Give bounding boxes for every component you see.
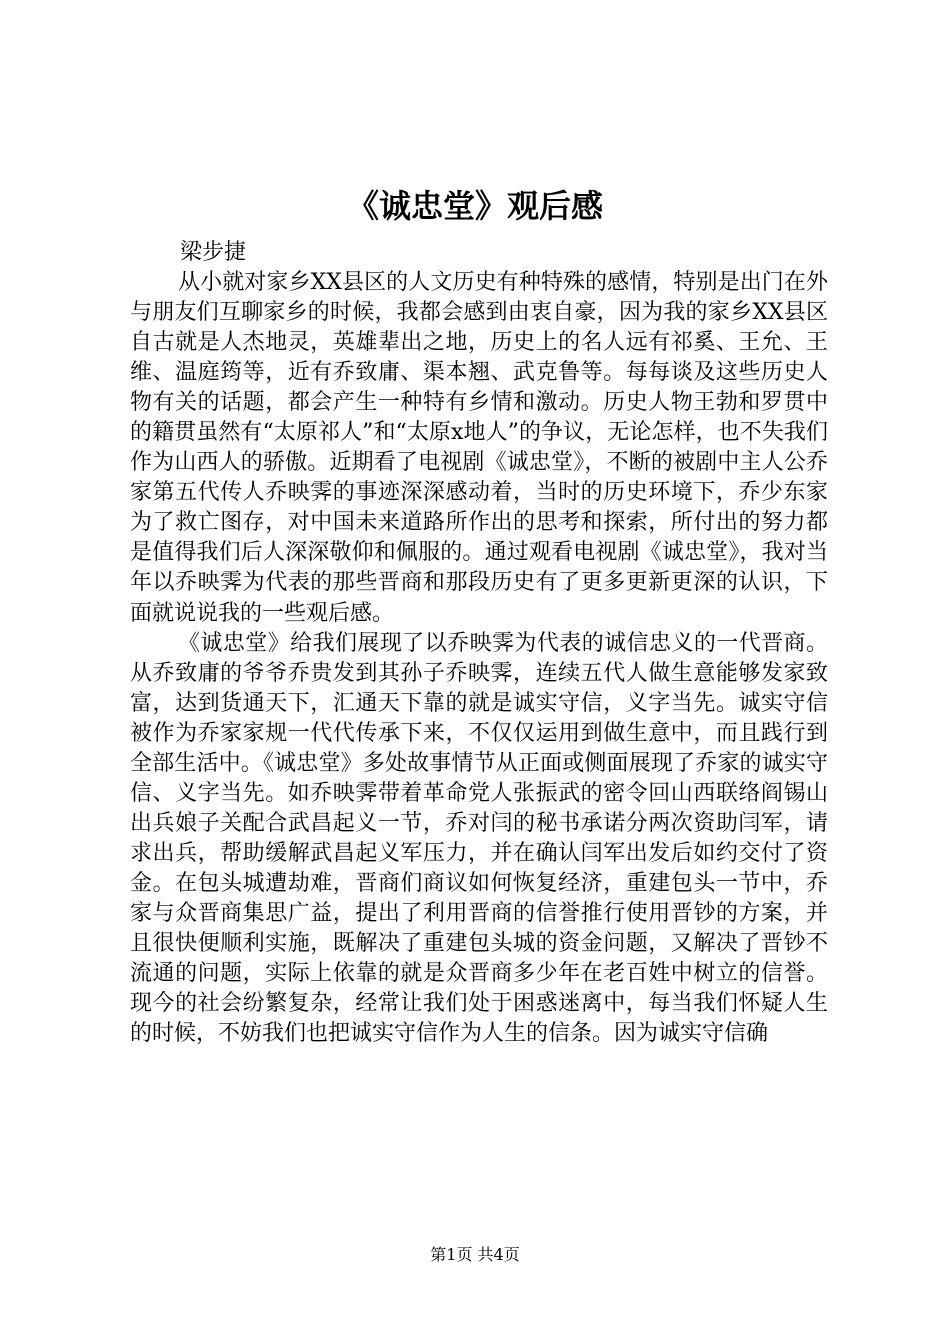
document-body [130, 268, 828, 1049]
page-number: 第1页 共4页 [430, 1245, 520, 1264]
paragraph-2: 《诚忠堂》给我们展现了以乔映霁为代表的诚信忠义的一代晋商。从乔致庸的爷爷乔贵发到其孙子乔映霁，连续五代人做生意能够发家致富，达到货通天下，汇通天下靠的就是诚实守信，义字当先。诚实守信被作为乔家家规一代代传承下来，不仅仅运用到做生意中，而且践行到全部生活中。《诚忠堂》多处故事情节从正面或侧面展现了乔家的诚实守信、义字当先。如乔映霁带着革命党人张振武的密令回山西联络阎锡山出兵娘子关配合武昌起义一节，乔对闫的秘书承诺分两次资助闫军，请求出兵，帮助缓解武昌起义军压力，并在确认闫军出发后如约交付了资金。在包头城遭劫难，晋商们商议如何恢复经济，重建包头一节中，乔家与众晋商集思广益，提出了利用晋商的信誉推行使用晋钞的方案，并且很快便顺利实施，既解决了重建包头城的资金问题，又解决了晋钞不流通的问题，实际上依靠的就是众晋商多少年在老百姓中树立的信誉。现今的社会纷繁复杂，经常让我们处于困惑迷离中，每当我们怀疑人生的时候，不妨我们也把诚实守信作为人生的信条。因为诚实守信确 [130, 630, 828, 1047]
document-title: 《诚忠堂》观后感 [346, 187, 603, 225]
paragraph-1: 从小就对家乡XX县区的人文历史有种特殊的感情，特别是出门在外与朋友们互聊家乡的时候，我都会感到由衷自豪，因为我的家乡XX县区自古就是人杰地灵，英雄辈出之地，历史上的名人远有祁奚、王允、王维、温庭筠等，近有乔致庸、渠本翘、武克鲁等。每每谈及这些历史人物有关的话题，都会产生一种特有乡情和激动。历史人物王勃和罗贯中的籍贯虽然有“太原祁人”和“太原x地人”的争议，无论怎样，也不失我们作为山西人的骄傲。近期看了电视剧《诚忠堂》，不断的被剧中主人公乔家第五代传人乔映霁的事迹深深感动着，当时的历史环境下，乔少东家为了救亡图存，对中国未来道路所作出的思考和探索，所付出的努力都是值得我们后人深深敬仰和佩服的。通过观看电视剧《诚忠堂》，我对当年以乔映霁为代表的那些晋商和那段历史有了更多更新更深的认识，下面就说说我的一些观后感。 [130, 270, 828, 626]
author-name: 梁步捷 [180, 240, 247, 265]
